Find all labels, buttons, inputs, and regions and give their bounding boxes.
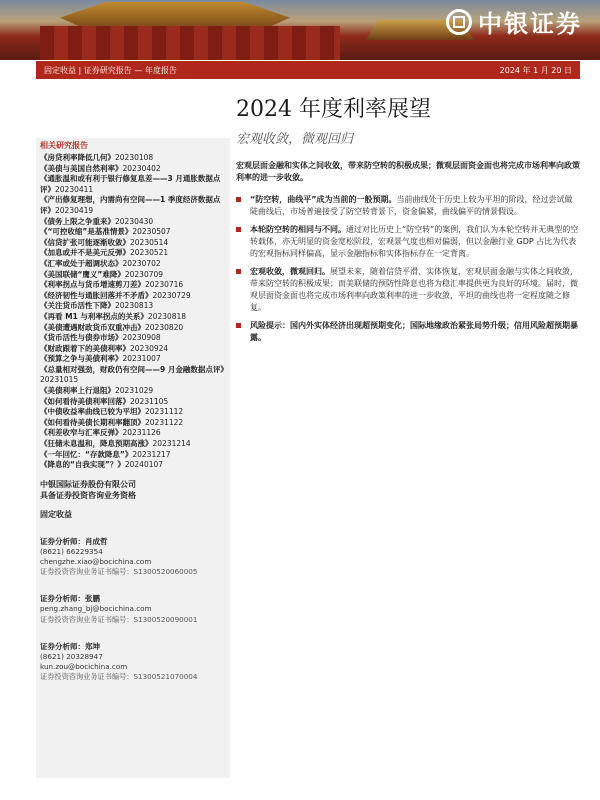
palace-wall-graphic bbox=[40, 26, 340, 60]
related-report-item[interactable] bbox=[40, 259, 226, 270]
summary-bullet bbox=[236, 266, 580, 314]
related-report-date: 20230419 bbox=[55, 205, 94, 215]
related-report-item[interactable] bbox=[40, 333, 226, 344]
summary-bullet bbox=[236, 224, 580, 260]
related-report-item[interactable] bbox=[40, 354, 226, 365]
related-report-title: 《美债利率上行退阻》 bbox=[40, 386, 115, 396]
related-report-date: 20230729 bbox=[152, 290, 191, 300]
related-report-title: 《债务上限之争重来》 bbox=[40, 216, 115, 226]
bullet-square-icon bbox=[236, 227, 241, 232]
related-report-title: 《财政跟着下的美债利率》 bbox=[40, 343, 130, 353]
related-report-title: 《汇率或处于超调状态》 bbox=[40, 258, 123, 268]
analyst-card bbox=[40, 641, 226, 683]
bullet-highlight: 风险提示：国内外实体经济出现超预期变化；国际地缘政治紧张局势升级；信用风险超预期暴露。 bbox=[250, 321, 578, 342]
related-report-title: 《中债收益率曲线已较为平坦》 bbox=[40, 407, 145, 417]
related-report-item[interactable] bbox=[40, 153, 226, 164]
related-report-title: 《“可控收缩”是基准情景》 bbox=[40, 227, 133, 237]
related-report-date: 20230411 bbox=[55, 184, 94, 194]
bullet-highlight: 本轮防空转的相同与不同。 bbox=[250, 225, 346, 234]
bullet-square-icon bbox=[236, 323, 241, 328]
related-report-title: 《再看 M1 与利率拐点的关系》 bbox=[40, 311, 148, 321]
summary-bullets bbox=[236, 194, 580, 344]
brand-logo bbox=[446, 4, 582, 39]
summary-lead: 宏观层面金融和实体之间收敛，带来防空转的积极成果；微观层面资金面也将完成市场利率向政策利率的进一步收敛。 bbox=[236, 161, 580, 182]
related-report-title: 《如何看待美债利率回落》 bbox=[40, 396, 130, 406]
company-qualification: 具备证券投资咨询业务资格 bbox=[40, 490, 136, 500]
related-report-title: 《美国联储“鹰义”难降》 bbox=[40, 269, 125, 279]
related-report-date: 20231122 bbox=[145, 417, 184, 427]
related-report-item[interactable] bbox=[40, 323, 226, 334]
related-report-date: 20230908 bbox=[122, 333, 161, 343]
bullet-text: 通过对比历史上“防空转”的案例，我们认为本轮空转并无典型的空转载体，亦无明显的资金宽松阶段，宏观景气度也相对偏弱，但以金融行业 GDP 占比为代表的宏观指标同样偏高，显示金融指标和实体指标存在一定背离。 bbox=[250, 225, 579, 258]
related-report-item[interactable] bbox=[40, 217, 226, 228]
related-report-title: 《信贷扩张可能逐渐收敛》 bbox=[40, 237, 130, 247]
related-report-title: 《一年回忆：“存款降息”》 bbox=[40, 449, 133, 459]
bullet-text: 展望未来，随着信贷平滑、实体恢复，宏观层面金融与实体之间收敛，带来防空转的积极成果；而美联储的预防性降息也将为稳汇率提供更为良好的环境。届时，微观层面资金面也将完成市场利率向政策利率的进一步收敛，平坦的曲线也将一定程度随之修复。 bbox=[250, 267, 578, 312]
report-category: 固定收益 | 证券研究报告 — 年度报告 bbox=[44, 65, 177, 75]
sector-label: 固定收益 bbox=[40, 509, 72, 519]
related-report-title: 《利率拐点与货币增速剪刀差》 bbox=[40, 280, 145, 290]
analyst-card bbox=[40, 593, 226, 624]
related-report-title: 《房贷利率降低几何》 bbox=[40, 153, 115, 162]
related-report-item[interactable] bbox=[40, 418, 226, 429]
related-report-title: 《货币活性与债券市场》 bbox=[40, 333, 123, 343]
related-report-date: 20231007 bbox=[122, 354, 161, 364]
related-reports-heading: 相关研究报告 bbox=[40, 141, 88, 150]
summary-bullet bbox=[236, 320, 580, 344]
related-report-date: 20230521 bbox=[130, 248, 169, 258]
related-report-item[interactable] bbox=[40, 291, 226, 302]
analyst-phone: (8621) 66229354 bbox=[40, 546, 103, 556]
related-report-item[interactable] bbox=[40, 174, 226, 195]
analyst-certificate: 证券投资咨询业务证书编号：S1300521070004 bbox=[40, 672, 198, 682]
company-name: 中银国际证券股份有限公司 bbox=[40, 479, 136, 489]
related-report-item[interactable] bbox=[40, 238, 226, 249]
analyst-certificate: 证券投资咨询业务证书编号：S1300520060005 bbox=[40, 567, 198, 577]
related-report-item[interactable] bbox=[40, 248, 226, 259]
related-report-date: 20230820 bbox=[145, 322, 184, 332]
bullet-highlight: “防空转，曲线平”成为当前的一般预期。 bbox=[250, 195, 397, 204]
related-report-date: 20231126 bbox=[122, 428, 161, 438]
report-category-bar bbox=[36, 61, 580, 79]
report-body bbox=[236, 160, 580, 350]
bullet-square-icon bbox=[236, 269, 241, 274]
related-report-title: 《通胀温和或有利于银行修复息差——3 月通胀数据点评》 bbox=[40, 174, 221, 194]
analyst-list bbox=[40, 536, 226, 683]
analyst-card bbox=[40, 536, 226, 578]
related-report-item[interactable] bbox=[40, 365, 226, 386]
analyst-email[interactable]: peng.zhang_bj@bocichina.com bbox=[40, 604, 152, 614]
bullet-text: 当前曲线处于历史上较为平坦的阶段，经过尝试做陡曲线后，市场普遍接受了防空转背景下，资金偏紧，曲线偏平的情景假设。 bbox=[250, 195, 573, 216]
related-report-item[interactable] bbox=[40, 439, 226, 450]
bullet-highlight: 宏观收敛，微观回归。 bbox=[250, 267, 330, 276]
related-report-date: 20240107 bbox=[124, 460, 164, 470]
related-report-title: 《狂储未息温和，降息预期高涨》 bbox=[40, 439, 153, 449]
related-report-date: 20230716 bbox=[145, 280, 184, 290]
related-report-date: 20230818 bbox=[147, 311, 187, 321]
related-report-date: 20230514 bbox=[130, 237, 169, 247]
related-report-date: 20231214 bbox=[152, 439, 191, 449]
related-report-date: 20231105 bbox=[130, 396, 169, 406]
related-report-title: 《产出修复理想，内需尚有空间——1 季度经济数据点评》 bbox=[40, 195, 221, 215]
analyst-phone: (8621) 20328947 bbox=[40, 651, 103, 661]
related-report-date: 20230813 bbox=[115, 301, 154, 311]
related-report-title: 《加息或并不是美元反弹》 bbox=[40, 248, 130, 258]
company-info bbox=[40, 479, 226, 501]
boc-logo-icon bbox=[446, 9, 472, 35]
related-report-item[interactable] bbox=[40, 397, 226, 408]
header-banner bbox=[0, 0, 600, 60]
related-report-item[interactable] bbox=[40, 270, 226, 281]
related-report-item[interactable] bbox=[40, 164, 226, 175]
related-report-date: 20231217 bbox=[132, 449, 171, 459]
related-report-title: 《利差收窄与汇率反弹》 bbox=[40, 428, 123, 438]
analyst-name: 证券分析师：郑坤 bbox=[40, 641, 100, 651]
related-report-item[interactable] bbox=[40, 227, 226, 238]
related-report-date: 20231029 bbox=[115, 386, 154, 396]
related-report-title: 《降息的“自我实现”？》 bbox=[40, 460, 125, 470]
related-report-date: 20230402 bbox=[122, 163, 161, 173]
related-report-title: 《如何看待美债长期利率翻顶》 bbox=[40, 417, 145, 427]
related-report-title: 《关注货币活性下降》 bbox=[40, 301, 115, 311]
related-report-item[interactable] bbox=[40, 195, 226, 216]
related-report-title: 《经济韧性与通胀回落并不矛盾》 bbox=[40, 290, 153, 300]
analyst-certificate: 证券投资咨询业务证书编号：S1300520090001 bbox=[40, 614, 198, 624]
analyst-email[interactable]: kun.zou@bocichina.com bbox=[40, 662, 128, 672]
related-report-item[interactable] bbox=[40, 301, 226, 312]
related-report-date: 20230709 bbox=[124, 269, 164, 279]
sidebar bbox=[36, 138, 230, 778]
related-report-title: 《美债与美国自然利率》 bbox=[40, 163, 123, 173]
related-report-date: 20230507 bbox=[132, 227, 171, 237]
related-report-item[interactable] bbox=[40, 280, 226, 291]
summary-bullet bbox=[236, 194, 580, 218]
related-report-item[interactable] bbox=[40, 344, 226, 355]
related-reports-list bbox=[40, 153, 226, 471]
related-report-item[interactable] bbox=[40, 428, 226, 439]
analyst-email[interactable]: chengzhe.xiao@bocichina.com bbox=[40, 557, 152, 567]
palace-roof-graphic bbox=[60, 2, 290, 28]
related-report-date: 20231112 bbox=[145, 407, 184, 417]
related-report-item[interactable] bbox=[40, 450, 226, 461]
report-date: 2024 年 1 月 20 日 bbox=[499, 65, 572, 75]
related-report-date: 20230108 bbox=[115, 153, 154, 162]
related-report-title: 《预算之争与美债利率》 bbox=[40, 354, 123, 364]
report-title: 2024 年度利率展望 bbox=[236, 97, 431, 122]
related-report-date: 20230924 bbox=[130, 343, 169, 353]
analyst-name: 证券分析师：张鹏 bbox=[40, 594, 100, 604]
related-report-item[interactable] bbox=[40, 386, 226, 397]
analyst-name: 证券分析师：肖成哲 bbox=[40, 536, 108, 546]
bullet-square-icon bbox=[236, 197, 241, 202]
related-report-date: 20230430 bbox=[115, 216, 154, 226]
related-report-title: 《美债遭遇财政货币双重冲击》 bbox=[40, 322, 145, 332]
related-report-item[interactable] bbox=[40, 407, 226, 418]
related-report-item[interactable] bbox=[40, 312, 226, 323]
related-report-title: 《总量相对强劲，财政仍有空间——9 月金融数据点评》 bbox=[40, 364, 228, 374]
related-report-date: 20230702 bbox=[122, 258, 161, 268]
related-report-item[interactable] bbox=[40, 460, 226, 471]
report-subtitle: 宏观收敛，微观回归 bbox=[236, 132, 354, 147]
related-report-date: 20231015 bbox=[40, 375, 79, 385]
brand-logo-text: 中银证券 bbox=[478, 9, 582, 38]
